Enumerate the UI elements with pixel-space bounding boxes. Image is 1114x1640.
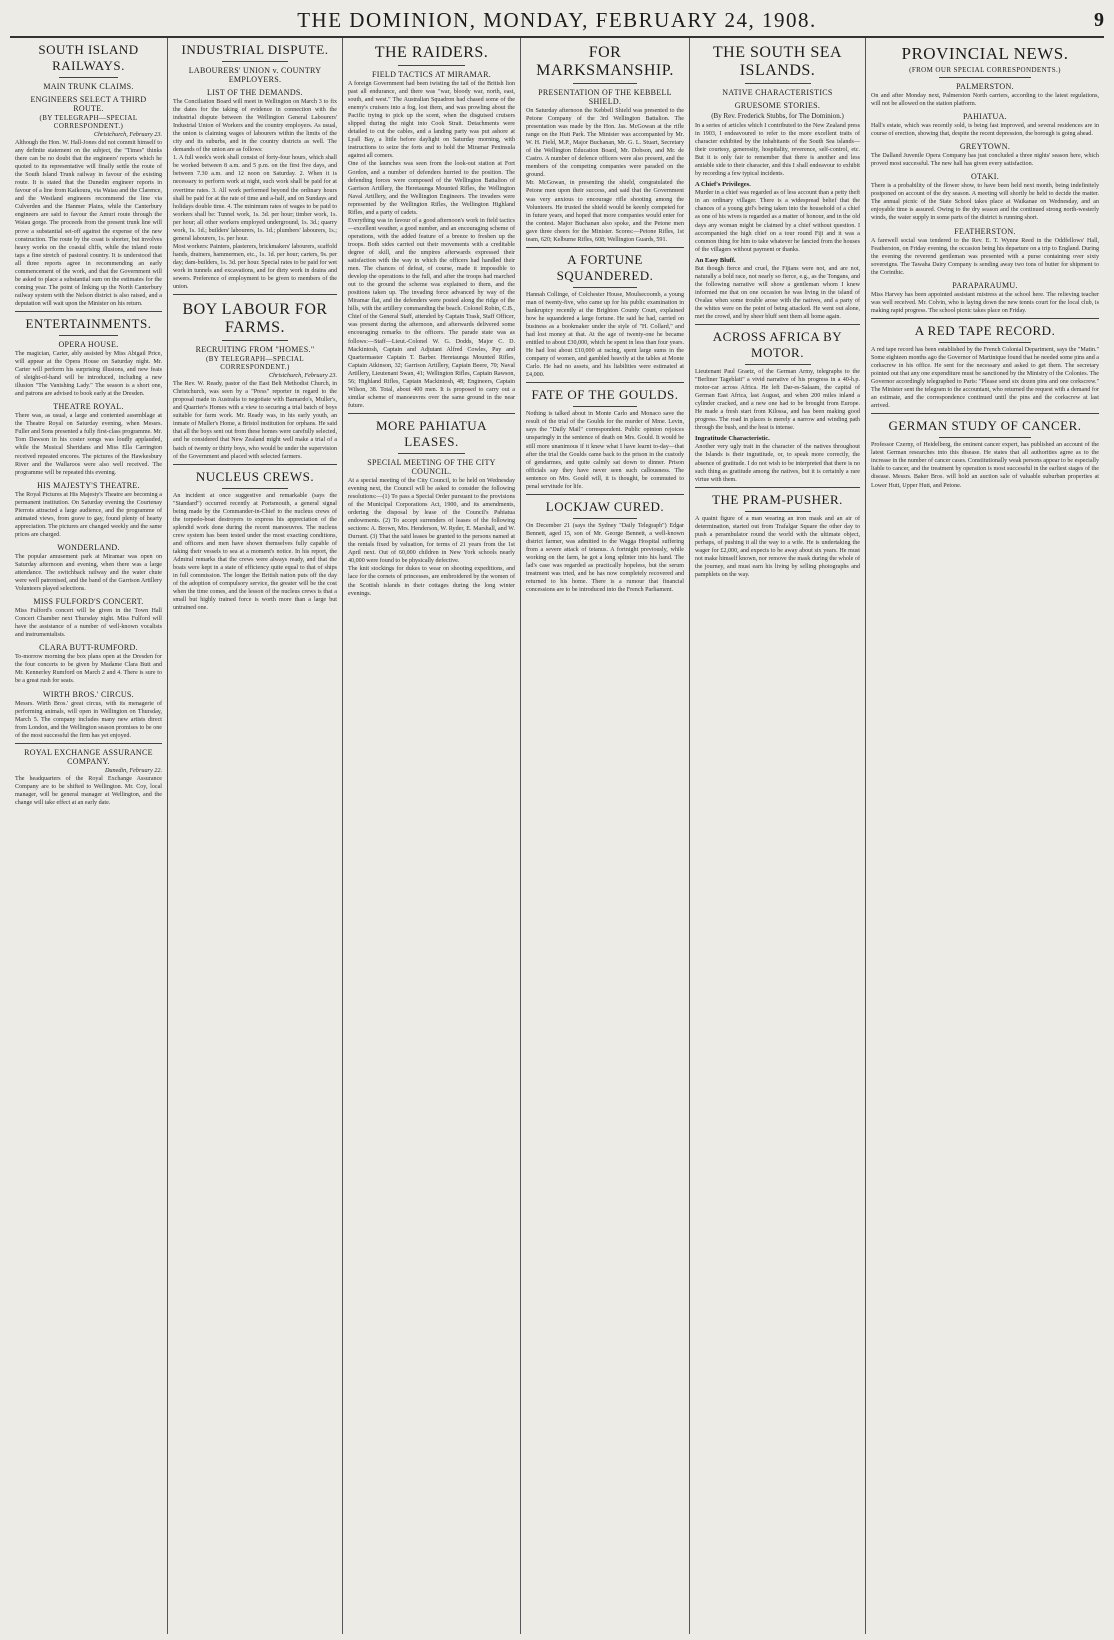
article-heading: A RED TAPE RECORD. bbox=[914, 322, 1056, 338]
article-body: Hannah Collinge, of Colchester House, Moulsecoomb, a young man of twenty-five, who came up for his public examination in bankruptcy recently at the Brighton County Court, explained how he squandered a large fortune. He said he had, carried on business as a bookmaker under the style of "H. Collard," and had lost money at that. At the age of twenty-one he became entitled to about £30,000, which he spent in less than four years. He had lost about £10,000 at racing, spent large sums in the company of women, and gambled heavily at the tables at Monte Carlo. He had no assets, and his liabilities were estimated at £4,000. bbox=[526, 291, 684, 379]
article-heading: GERMAN STUDY OF CANCER. bbox=[888, 418, 1082, 434]
article-body: Nothing is talked about in Monte Carlo and Monaco save the result of the trial of the Goulds for the murder of Mme. Levin, says the "Daily Mail" correspondent. Public opinion rejoices unsparingly in the sentence of death on Mrs. Gould. It would be still more unanimous if it knew what I have learnt to-day—that after the trial the Goulds came back to the prison in the custody of gendarmes, and quite calmly sat down to dinner. Prison officials say they have never seen such callousness. The sentence on Mrs. Gould will, it is thought, be commuted to penal servitude for life. bbox=[526, 411, 684, 490]
article-body: In a series of articles which I contributed to the New Zealand press in 1903, I endeavoured to refer to the more excellent traits of character exhibited by the inhabitants of the South Sea islands—their courtesy, generosity, hospitality, reverence, self-control, etc. But it is only fair to remember that there is another and less amiable side to their character, and this I shall endeavour to exhibit by recording a few typical incidents. bbox=[695, 123, 860, 178]
article-heading: ROYAL EXCHANGE ASSURANCE COMPANY. bbox=[24, 747, 153, 766]
article-heading: FOR MARKSMANSHIP. bbox=[536, 44, 674, 79]
article-subheading: ENGINEERS SELECT A THIRD ROUTE. bbox=[30, 95, 147, 113]
article-body: On Saturday afternoon the Kebbell Shield was presented to the Petone Company of the 3rd Wellington Battalion. The presentation was made by the Hon. Jas. McGowan at the rifle range on the Hutt Park. The Minister was accompanied by Mr. W. H. Field, M.P., Major Buchanan, Mr. G. L. Stuart, Secretary of the Wellington Education Board, Mr. Dobson, and Mr. de Castro. A number of defence officers were also present, and the members of the competing companies were paraded on the ground. bbox=[526, 108, 684, 179]
article-body: Everything was in favour of a good afternoon's work in field tactics—excellent weather, a good number, and an encouraging scheme of operations, with the added feature of a breeze to freshen up the troops. Both sides carried out their movements with a creditable degree of skill, and the umpires afterwards expressed their satisfaction with the way in which the officers had handled their men. The chances of defeat, of course, made it impossible to develop the operations to the full, and after the troops had marched out to the ground the scheme was explained to them, and the positions taken up. The invading force advanced by way of the Miramar flat, and the defenders were posted along the ridge of the hills, with the artillery commanding the beach. Colonel Robin, C.B., Chief of the General Staff, attended by Captain Trask, Staff Officer, was present during the afternoon, and afterwards delivered some encouraging remarks to the officers. The parade state was as follows:—Staff—Lieut.-Colonel W. G. Dodds, Major C. D. Mackintosh, Captain and Adjutant Alfred Cowles, Pay and Quartermaster Captain T. Barber. Heretaunga Mounted Rifles, Captain Atkinson, 32; Garrison Artillery, Captain Beere, 70; Naval Artillery, Lieutenant Swan, 41; Wellington Rifles, Captain Rawson, 56; Highland Rifles, Captain Mackintosh, 48; Engineers, Captain Wilson, 38. Total, about 400 men. It is proposed to carry out a similar scheme of manoeuvres over the same ground in the near future. bbox=[348, 217, 515, 409]
article-subheading: GRUESOME STORIES. bbox=[734, 101, 821, 110]
article-body: The headquarters of the Royal Exchange Assurance Company are to be shifted to Wellington. Mr. Coy, local manager, will be general manager at Wellington, and the change will take effect at an early date. bbox=[15, 775, 162, 806]
article-heading: BOY LABOUR FOR FARMS. bbox=[182, 301, 328, 337]
article-body: Mr. McGowan, in presenting the shield, congratulated the Petone men upon their success, and said that the Government was very anxious to encourage rifle shooting among the Volunteers. He trusted the shield would be keenly competed for in future years, and hoped that more companies would enter for the contest. Major Buchanan also spoke, and the Petone men gave three cheers for the Minister. Scores:—Petone Rifles, 1st team, 620; Kelburne Rifles, 608; Wellington Guards, 591. bbox=[526, 180, 684, 243]
article-body: A quaint figure of a man wearing an iron mask and an air of determination, started out from Trafalgar Square the other day to push a perambulator round the world with the ultimate object, perhaps, of pushing it all the way to a wife. He is undertaking the wager for £2,000, and expects to be away about six years. He must not make himself known, nor remove the mask during the whole of the journey, and must earn his living by selling photographs and pamphlets on the way. bbox=[695, 515, 860, 578]
article-body: On December 21 (says the Sydney "Daily Telegraph") Edgar Bennett, aged 15, son of Mr. George Bennett, a well-known district farmer, was admitted to the Wagga Hospital suffering from a severe attack of tetanus. A fortnight previously, while working on the farm, he got a long splinter into his hand. The lad's case was regarded as practically hopeless, but the serum treatment was tried, and he has now completely recovered and returned to his home. There is a rumour that financial concessions are to be introduced into the French Parliament. bbox=[526, 522, 684, 594]
column-4 bbox=[521, 38, 690, 1634]
town-heading: OTAKI. bbox=[970, 172, 1000, 182]
article-body: The Conciliation Board will meet in Wellington on March 3 to fix the dates for the taking of evidence in connection with the industrial dispute between the Wellington General Labourers' Industrial Union of Workers and the country employers. As usual, the union is claiming wages of labourers within the limits of the city and its suburbs, and in the country districts as well. The demands of the union are as follows: bbox=[173, 99, 337, 154]
section-subheading: CLARA BUTT-RUMFORD. bbox=[39, 643, 138, 653]
column-3 bbox=[343, 38, 521, 1634]
article-subheading: MAIN TRUNK CLAIMS. bbox=[43, 82, 134, 91]
article-subheading: LIST OF THE DEMANDS. bbox=[207, 88, 303, 97]
article-body: The knit stockings for dukes to wear on shooting expeditions, and lace for the cornets of princesses, are embroidered by the women of the Scottish islands in their cottages during the long winter evenings. bbox=[348, 566, 515, 597]
section-subheading: OPERA HOUSE. bbox=[58, 339, 119, 349]
article-body: The magician, Carter, ably assisted by Miss Abigail Price, will appear at the Opera House on Saturday night. Mr. Carter will perform his surprising illusions, and new feats of sleight-of-hand will be introduced, including a new illusion "The Vanishing Lady." The season is a short one, and patrons are advised to book early at the Dresden. bbox=[15, 350, 162, 398]
article-body: One of the launches was seen from the look-out station at Fort Gordon, and a number of defenders hurried to the position. The defending forces were composed of the Wellington Battalion of Garrison Artillery, the Heretaunga Mounted Rifles, the Wellington Naval Artillery, and the Wellington Engineers. The invaders were represented by the Wellington Rifles, the Wellington Highland Rifles, and a party of cadets. bbox=[348, 161, 515, 216]
article-body: There is a probability of the flower show, to have been held next month, being indefinitely postponed on account of the dry season. A meeting will shortly be held to decide the matter. The annual picnic of the State School takes place at Waikanae on Wednesday, and an enjoyable time is assured. Owing to the dry season and the continued strong north-westerly winds, the water supply in some parts of the district is running short. bbox=[871, 183, 1099, 222]
article-body: To-morrow morning the box plans open at the Dresden for the four concerts to be given by Madame Clara Butt and Mr. Kennerley Rumford on March 2 and 4. There is sure to be a great rush for seats. bbox=[15, 654, 162, 685]
article-body: There was, as usual, a large and contented assemblage at the Theatre Royal on Saturday evening, when Messrs. Fuller and Sons presented a fully first-class programme. Mr. Tom Dawson in his coster songs was loudly applauded, while the Musical Sheridans and Miss Ella Carrington received repeated encores. The pictures of the Hawkesbury River and the Wallaroos were also well received. The programme will be repeated this evening. bbox=[15, 413, 162, 476]
article-body: An incident at once suggestive and remarkable (says the "Standard") occurred recently at Portsmouth, a general signal being made by the Commander-in-Chief to the nucleus crews of the torpedo-boat destroyers to express his appreciation of the splendid work done during the recent manoeuvres. The nucleus crew system has been tested under the most exacting conditions, and officers and men have shown themselves fully capable of taking their vessels to sea at a moment's notice. In his report, the Admiral remarks that the crews were always ready, and that the boats were kept in a state of efficiency quite equal to that of ships in full commission. The longer the British nation puts off the day of the adoption of compulsory service, the greater will be the cost when the time comes, and the lesson of the nucleus crews is that a small but highly trained force is worth more than a large but untrained one. bbox=[173, 492, 337, 612]
masthead bbox=[10, 4, 1104, 38]
article-subheading: NATIVE CHARACTERISTICS bbox=[722, 88, 833, 97]
page-title: THE DOMINION, MONDAY, FEBRUARY 24, 1908. bbox=[297, 7, 817, 32]
article-body: A farewell social was tendered to the Rev. E. T. Wynne Reed in the Oddfellows' Hall, Featherston, on Friday evening, the occasion being his departure on a trip to England. During the evening the reverend gentleman was presented with a purse containing over sixty sovereigns. The Tawaha Dairy Company is sending away two tons of butter for shipment to the Corinthic. bbox=[871, 237, 1099, 276]
article-subheading: SPECIAL MEETING OF THE CITY COUNCIL. bbox=[367, 457, 496, 476]
article-body: Messrs. Wirth Bros.' great circus, with its menagerie of performing animals, will open in Wellington on Thursday, March 5. The company includes many new artists direct from London, and the Wellington season promises to be one of the most successful the firm has yet enjoyed. bbox=[15, 700, 162, 739]
article-heading: THE SOUTH SEA ISLANDS. bbox=[712, 44, 843, 79]
article-body: On and after Monday next, Palmerston North carriers, according to the latest regulations, will not be allowed on the station platform. bbox=[871, 93, 1099, 108]
article-body: Lieutenant Paul Graetz, of the German Army, telegraphs to the "Berliner Tageblatt" a vivid narrative of his progress in a 40-h.p. motor-car across Africa. He left Dar-es-Salaam, the capital of German East Africa, last August, and when 200 miles inland a cylinder cracked, and a new one had to be brought from Europe. He made a fresh start from Kilossa, and has been making good progress. The road in places is merely a narrow and winding path through the bush, and the heat is intense. bbox=[695, 369, 860, 432]
article-body: The Royal Pictures at His Majesty's Theatre are becoming a permanent institution. On Saturday evening the Courtenay Pierrots attracted a large audience, and the programme of animated views, from grave to gay, found plenty of hearty appreciation. The pictures are changed weekly and the same prices are charged. bbox=[15, 491, 162, 538]
article-body: A red tape record has been established by the French Colonial Department, says the "Matin." Some eighteen months ago the Governor of Martinique found that he needed some pins and a corkscrew in his office. He sent for the necessary and asked to get them. The secretary pointed out that any one expenditure must be sanctioned by the Ministry of the Colonies. The Governor accordingly telegraphed to Paris: "Please send six dozen pins and one corkscrew." The Minister sent the telegram to the accountant, who returned the request with a demand for an estimate, and the correspondence continued until the pins and the corkscrew at last arrived. bbox=[871, 346, 1099, 410]
article-subheading: LABOURERS' UNION v. COUNTRY EMPLOYERS. bbox=[188, 66, 322, 84]
article-heading: FATE OF THE GOULDS. bbox=[531, 387, 679, 403]
article-heading: MORE PAHIATUA LEASES. bbox=[375, 417, 488, 449]
article-body: Although the Hon. W. Hall-Jones did not commit himself to any definite statement on the subject, the "Times" thinks there can be no doubt that the engineers' reports which he quoted to its representative will finally settle the route of the South Island Trunk railway in favour of the existing route. It is stated that the Dunedin engineer reports in favour of a line from Kaikoura, via Waiau and the Clarence, and the Westland engineers recommend the line via Culverden and the Hanmer Plains, while the Canterbury engineers are said to favour the Amuri route through the Waiau gorge. The proceeds from the present trunk line will prove a substantial set-off against the expense of the new construction. The route by the coast is shorter, but involves heavy works on the coastal cliffs, while the inland route taps a fine stretch of pastoral country. It is understood that all three reports agree in recommending an early commencement of the work, and that the Government will be asked to place a substantial sum on the estimates for the coming year. The point of linking up the North Canterbury railway system with the Nelson district is also raised, and a deputation will wait upon the Minister on his return. bbox=[15, 140, 162, 307]
article-heading: THE RAIDERS. bbox=[374, 44, 489, 61]
article-body: At a special meeting of the City Council, to be held on Wednesday evening next, the Council will be asked to consider the following resolutions:—(1) To pass a Special Order pursuant to the provisions of the Municipal Corporations Act, 1900, and its amendments, ordering the disposal by lease of the Council's Pahiatua endowments. (2) To accept surrenders of leases of the following sections: A. Brown, Mrs. Henderson, W. Ryder, E. Marshall, and W. Durrant. (3) That the said leases be granted to the persons named at the rentals fixed by valuation, for terms of 21 years from the 1st April next. Out of 60,000 children in New York schools nearly 40,000 were found to be physically defective. bbox=[348, 477, 515, 565]
town-heading: PARAPARAUMU. bbox=[952, 280, 1018, 290]
article-body: But though fierce and cruel, the Fijians were not, and are not, naturally a bold race, not nearly so fierce, e.g., as the Tongans, and the following narrative will show a gentleman whom I knew informed me that on one occasion he was living in the island of Ovalau when some trouble arose with the natives, and a party of the whites were on the point of being attacked. He went out alone, met the crowd, and by sheer bluff sent them all home again. bbox=[695, 265, 860, 320]
dateline: Christchurch, February 23. bbox=[268, 372, 337, 380]
article-subheading: RECRUITING FROM "HOMES." bbox=[195, 345, 315, 355]
article-body: The Rev. W. Ready, pastor of the East Belt Methodist Church, in Christchurch, was seen by a "Press" reporter in regard to the proposal made in Australia to negotiate with Barnardo's, Muller's, and Quarrier's Homes with a view to securing a trial batch of boys suitable for farm work. Mr. Ready was, in his early youth, an inmate of Muller's Home, a Bristol institution for orphans. He said that all the boys sent out from these homes were carefully selected, and he considered that New Zealand might well make a trial of a batch of twenty or thirty boys, who would be under the supervision of the Government and placed with selected farmers. bbox=[173, 381, 337, 460]
section-runin: A Chief's Privileges. bbox=[695, 181, 751, 189]
article-body: Murder in a chief was regarded as of less account than a petty theft in an ordinary villager. There is a widespread belief that the chances of a young girl's being taken into the household of a chief as one of his wives is regarded as a matter of honour, and in the old days any woman might be claimed by a chief without question. I accompanied the high chief on a tour round Fiji and it was a common thing for him to take whatever he fancied from the houses of the villagers without payment or thanks. bbox=[695, 190, 860, 253]
article-body: A foreign Government had been twisting the tail of the British lion past all endurance, and there was "war, bloody war, north, east, south, and west." The Australian Squadron had chased some of the enemy's cruisers into a fog, lost them, and was prowling about the Pacific trying to pick up the scent, when the disguised cruisers slipped during the night into Cook Strait. Detachments were detailed to cut the cables, and a landing party was put ashore at Lyall Bay, a little before daylight on Saturday morning, with instructions to seize the forts and to hold the Miramar Peninsula against all comers. bbox=[348, 81, 515, 160]
article-heading: LOCKJAW CURED. bbox=[545, 498, 665, 514]
town-heading: FEATHERSTON. bbox=[954, 226, 1016, 236]
article-body: 1. A full week's work shall consist of forty-four hours, which shall be worked between 8 a.m. and 5 p.m. on the first five days, and between 7.30 a.m. and 12 noon on Saturday. 2. When it is necessary to perform work at night, such work shall be paid for at overtime rates. 3. All work performed beyond the ordinary hours shall be paid for at the rate of time and a-half, and on Sundays and holidays double time. 4. The minimum rates of wages to be paid to workers shall be: Tunnel work, 1s. 3d. per hour; timber work, 1s. per hour; all other workers employed underground, 1s. 3d.; quarry work, 1s. 1d.; builders' labourers, 1s. 1d.; plumbers' labourers, 1s.; general labourers, 1s. per hour. bbox=[173, 155, 337, 242]
town-heading: PALMERSTON. bbox=[956, 82, 1014, 91]
article-heading: THE PRAM-PUSHER. bbox=[712, 491, 843, 507]
town-heading: PAHIATUA. bbox=[963, 112, 1007, 122]
dateline: Dunedin, February 22. bbox=[104, 766, 162, 774]
article-heading: NUCLEUS CREWS. bbox=[195, 468, 315, 484]
article-body: Miss Harvey has been appointed assistant mistress at the school here. The relieving teacher was well received. Mr. Colvin, who is laying down the new tennis court for the local club, is making rapid progress. The school picnic takes place on Friday. bbox=[871, 291, 1099, 314]
article-body: Professor Czerny, of Heidelberg, the eminent cancer expert, has published an account of the latest German researches into this disease. He states that all authorities agree as to the increase in the number of cancer cases. Constitutionally weak persons appear to be especially liable to cancer, and the treatment by operation is most successful in the earliest stages of the disease. Messrs. Baker Bros. will hold an auction sale of valuable suburban properties at Lower Hutt, Upper Hutt, and Petone. bbox=[871, 442, 1099, 489]
column-2 bbox=[168, 38, 343, 1634]
article-heading: INDUSTRIAL DISPUTE. bbox=[181, 42, 329, 57]
section-runin: Ingratitude Characteristic. bbox=[695, 435, 770, 443]
section-subheading: THEATRE ROYAL. bbox=[53, 402, 124, 412]
article-body: Hall's estate, which was recently sold, is being fast improved, and several residences are in course of erection, showing that, despite the recent depression, the borough is going ahead. bbox=[871, 123, 1099, 138]
article-body: The Dalland Juvenile Opera Company has just concluded a three nights' season here, which proved most successful. The new hall has given every satisfaction. bbox=[871, 153, 1099, 168]
byline: (By Rev. Frederick Stubbs, for The Dominion.) bbox=[711, 112, 844, 120]
town-heading: GREYTOWN. bbox=[959, 142, 1011, 152]
article-subheading: FIELD TACTICS AT MIRAMAR. bbox=[371, 70, 492, 79]
article-credit: (FROM OUR SPECIAL CORRESPONDENTS.) bbox=[909, 66, 1061, 74]
section-subheading: HIS MAJESTY'S THEATRE. bbox=[37, 480, 140, 490]
article-body: Another very ugly trait in the character of the natives throughout the Islands is their ingratitude, or, to speak more correctly, the absence of gratitude. I do not wish to be interpreted that there is no such thing as gratitude among the natives, but it is certainly a rare virtue with them. bbox=[695, 444, 860, 483]
article-heading: A FORTUNE SQUANDERED. bbox=[556, 251, 654, 283]
article-body: Most workers: Painters, plasterers, brickmakers' labourers, scaffold hands, drainers, hammermen, etc., 1s. 1d. per hour; carters, 9s. per day; dam-builders, 1s. 3d. per hour. Special rates to be paid for wet work in tunnels and excavations, and for dirty work in drains and sewers. Preference of employment to be given to members of the union. bbox=[173, 243, 337, 291]
columns bbox=[10, 38, 1104, 1634]
section-subheading: WONDERLAND. bbox=[57, 542, 120, 552]
article-body: The popular amusement park at Miramar was open on Saturday afternoon and evening, when there was a large attendance. The switchback railway and the water chute were well patronised, and the band of the Garrison Artillery Volunteers played selections. bbox=[15, 553, 162, 593]
section-subheading: WIRTH BROS.' CIRCUS. bbox=[43, 689, 134, 699]
article-subheading: PRESENTATION OF THE KEBBELL SHIELD. bbox=[538, 88, 672, 106]
article-heading: SOUTH ISLAND RAILWAYS. bbox=[38, 42, 139, 73]
article-heading: ACROSS AFRICA BY MOTOR. bbox=[712, 329, 843, 361]
page-number: 9 bbox=[1094, 8, 1104, 31]
article-credit: (BY TELEGRAPH—SPECIAL CORRESPONDENT.) bbox=[39, 114, 138, 130]
article-heading: ENTERTAINMENTS. bbox=[25, 315, 152, 331]
article-credit: (BY TELEGRAPH—SPECIAL CORRESPONDENT.) bbox=[205, 355, 305, 372]
column-1 bbox=[10, 38, 168, 1634]
article-body: Miss Fulford's concert will be given in the Town Hall Concert Chamber next Thursday night. Miss Fulford will have the assistance of a number of well-known vocalists and instrumentalists. bbox=[15, 608, 162, 639]
column-6 bbox=[866, 38, 1104, 1634]
section-subheading: MISS FULFORD'S CONCERT. bbox=[33, 597, 144, 607]
section-runin: An Easy Bluff. bbox=[695, 256, 736, 264]
column-5 bbox=[690, 38, 866, 1634]
article-heading: PROVINCIAL NEWS. bbox=[901, 44, 1069, 63]
dateline: Christchurch, February 23. bbox=[93, 131, 162, 138]
